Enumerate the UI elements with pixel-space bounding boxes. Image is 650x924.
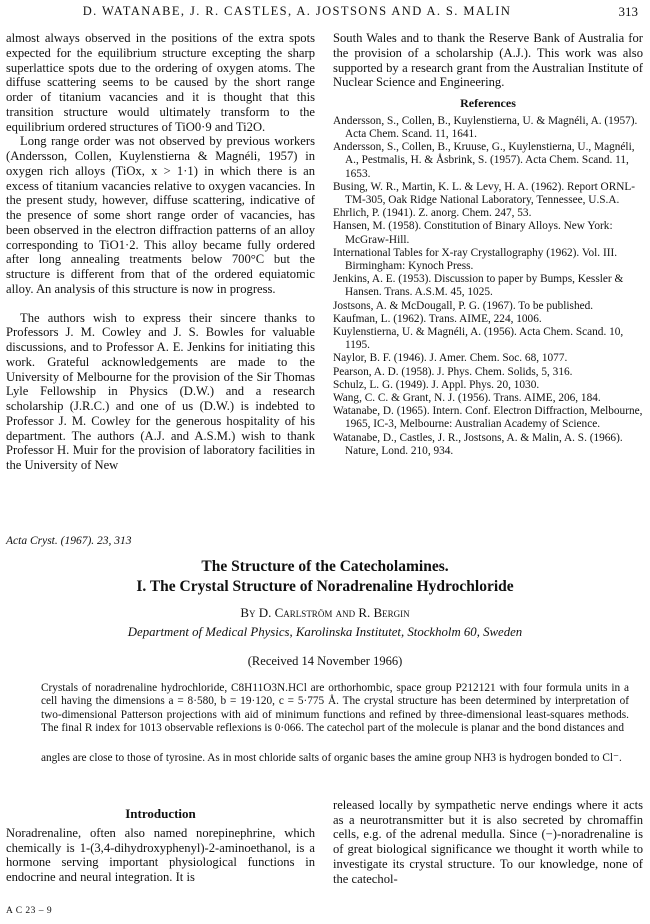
reference-item: Kaufman, L. (1962). Trans. AIME, 224, 1006. — [333, 312, 542, 325]
running-title: D. WATANABE, J. R. CASTLES, A. JOSTSONS AND A. S. MALIN — [82, 4, 512, 18]
article-title-line-2: I. The Crystal Structure of Noradrenaline Hydrochloride — [136, 578, 514, 595]
reference-item: Andersson, S., Collen, B., Kuylenstierna, U. & Magnéli, A. (1957). Acta Chem. Scand. 11, 1641. — [333, 114, 638, 140]
reference-item: Jenkins, A. E. (1953). Discussion to paper by Bumps, Kessler & Hansen. Trans. A.S.M. 45, 1025. — [333, 273, 624, 299]
reference-item: Hansen, M. (1958). Constitution of Binary Alloys. New York: McGraw-Hill. — [333, 220, 613, 246]
journal-citation: Acta Cryst. (1967). 23, 313 — [6, 535, 132, 547]
reference-item: Watanabe, D., Castles, J. R., Jostsons, A. & Malin, A. S. (1966). Nature, Lond. 210, 934. — [333, 431, 623, 457]
signature-mark: A C 23 – 9 — [6, 906, 53, 916]
reference-item: Watanabe, D. (1965). Intern. Conf. Electron Diffraction, Melbourne, 1965, IC-3, Melbourne: Australian Academy of Science. — [333, 405, 643, 431]
abstract-part-1: Crystals of noradrenaline hydrochloride, C8H11O3N.HCl are orthorhombic, space group P212121 with four formula units in a cell having the dimensions a = 8·580, b = 19·120, c = 5·775 Å. The crystal structure has been determined by interpretation of two-dimensional Patterson projections with aid of minimum functions and refined by three-dimensional least-squares methods. The final R index for 1013 observable reflexions is 0·066. The catechol part of the molecule is planar and the bond distances and — [41, 682, 629, 734]
introduction-right-text: released locally by sympathetic nerve endings where it acts as a neurotransmitter but it is also secreted by chromaffin cells, e.g. of the adrenal medulla. Since (−)-noradrenaline is of great biological significance we thought it worth while to investigate its crystal structure. To our knowledge, none of the catechol- — [333, 798, 643, 886]
reference-item: International Tables for X-ray Crystallography (1962). Vol. III. Birmingham: Kynoch Press. — [333, 246, 618, 272]
article-authors: By D. Carlström and R. Bergin — [240, 605, 410, 620]
author-affiliation: Department of Medical Physics, Karolinska Institutet, Stockholm 60, Sweden — [127, 625, 523, 639]
paragraph-diffuse-scattering: almost always observed in the positions of the extra spots expected for the equilibrium structure excepting the sharp superlattice spots due to the ordering of oxygen atoms. The diffuse scattering seems to be caused by the short range order of titanium vacancies and it is thought that this transition structure would ultimately transform to the equilibrium ordered structures of TiO0·9 and Ti2O. — [6, 31, 315, 134]
reference-item: Andersson, S., Collen, B., Kruuse, G., Kuylenstierna, U., Magnéli, A., Pestmalis, H. & Åsbrink, S. (1957). Acta Chem. Scand. 11, 1653. — [333, 141, 635, 180]
reference-item: Wang, C. C. & Grant, N. J. (1956). Trans. AIME, 206, 184. — [333, 392, 601, 405]
paragraph-long-range-order: Long range order was not observed by previous workers (Andersson, Collen, Kuylenstierna & Magnéli, 1957) in oxygen rich alloys (TiOx, x > 1·1) in which there is an excess of titanium vacancies relative to oxygen vacancies. In the present study, however, diffuse scattering, indicative of the presence of some short range order of vacancies, has been observed in the electron diffraction patterns of an alloy corresponding to TiO1·2. This alloy became fully ordered after long annealing treatments below 700°C but the structure is different from that of the ordered equiatomic alloy. An analysis of this structure is now in progress. — [6, 134, 315, 296]
left-column — [6, 31, 315, 473]
right-column — [333, 31, 643, 458]
reference-item: Schulz, L. G. (1949). J. Appl. Phys. 20, 1030. — [333, 378, 540, 391]
reference-item: Jostsons, A. & McDougall, P. G. (1967). To be published. — [333, 299, 594, 312]
abstract-part-2: angles are close to those of tyrosine. As in most chloride salts of organic bases the amine group NH3 is hydrogen bonded to Cl⁻. — [41, 752, 622, 764]
reference-item: Kuylenstierna, U. & Magnéli, A. (1956). Acta Chem. Scand. 10, 1195. — [333, 326, 624, 352]
references-heading: References — [460, 96, 516, 110]
article-title-line-1: The Structure of the Catecholamines. — [201, 558, 449, 575]
reference-item: Busing, W. R., Martin, K. L. & Levy, H. A. (1962). Report ORNL-TM-305, Oak Ridge National Laboratory, Tennessee, U.S.A. — [333, 180, 636, 206]
reference-item: Pearson, A. D. (1958). J. Phys. Chem. Solids, 5, 316. — [333, 365, 573, 378]
page-number: 313 — [618, 4, 638, 19]
paragraph-acknowledgements-continued: South Wales and to thank the Reserve Bank of Australia for the provision of a scholarship (A.J.). This work was also supported by a research grant from the Australian Institute of Nuclear Science and Engineering. — [333, 31, 643, 90]
paragraph-acknowledgements: The authors wish to express their sincere thanks to Professors J. M. Cowley and J. S. Bowles for valuable discussions, and to Professor A. E. Jenkins for initiating this work. Grateful acknowledgements are made to the University of Melbourne for the provision of the Sir Thomas Lyle Fellowship in Physics (D.W.) and a research scholarship (J.R.C.) and one of us (D.W.) is indebted to Professor J. M. Cowley for the generous hospitality of his department. The authors (A.J. and A.S.M.) wish to thank Professor H. Muir for the provision of laboratory facilities in the University of New — [6, 310, 315, 472]
running-header — [0, 4, 650, 24]
reference-item: Ehrlich, P. (1941). Z. anorg. Chem. 247, 53. — [333, 207, 532, 220]
received-date: (Received 14 November 1966) — [247, 654, 403, 668]
introduction-left-text: Noradrenaline, often also named norepinephrine, which chemically is 1-(3,4-dihydroxyphenyl)-2-aminoethanol, is a hormone serving important physiological functions in endocrine and neural integration. It is — [6, 826, 315, 885]
reference-list — [333, 115, 643, 458]
reference-item: Naylor, B. F. (1946). J. Amer. Chem. Soc. 68, 1077. — [333, 352, 568, 365]
introduction-heading: Introduction — [125, 806, 196, 821]
